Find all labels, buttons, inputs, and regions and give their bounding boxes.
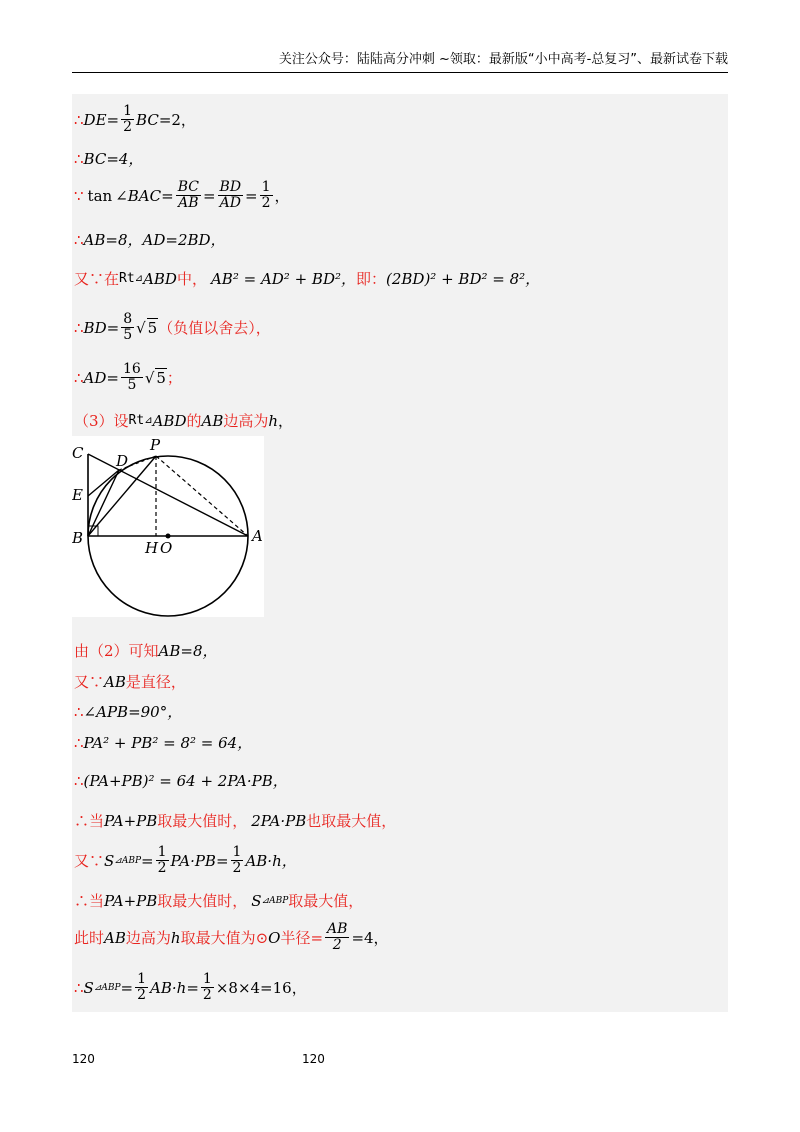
line-pythagoras: 又∵在 Rt ⊿ ABD 中， AB² = AD² + BD²， 即： (2BD)² + BD² = 8²，	[74, 269, 541, 288]
label-b: B	[72, 529, 84, 547]
page-header	[72, 50, 728, 73]
label-o: O	[160, 539, 173, 557]
fraction: $\frac{BD}{AD}$	[219, 179, 242, 211]
fraction: $\frac{1}{2}$	[123, 103, 133, 135]
line-max2: ∴当 PA+PB 取最大值时， S ⊿ABP 取最大值，	[74, 891, 364, 910]
fraction: $\frac{BC}{AB}$	[177, 179, 199, 211]
line-area: 又∵ S ⊿ABP = $\frac{1}{2}$ PA·PB= $\frac{1}{2}$ AB·h，	[74, 844, 297, 876]
page-number-left: 120	[72, 1052, 95, 1066]
header-text: 关注公众号：陆陆高分冲刺 ~领取：最新版“小中高考-总复习”、最新试卷下载	[278, 52, 728, 67]
line-part3: （3）设 Rt ⊿ ABD 的 AB 边高为 h ，	[74, 411, 294, 430]
segment-ed	[88, 470, 119, 496]
page-number-center: 120	[302, 1052, 325, 1066]
line-ad: ∴ AD = $\frac{16}{5}$ √ 5 ；	[74, 361, 182, 393]
circle-diagram	[72, 436, 264, 617]
label-h: H	[145, 539, 159, 557]
line-square: ∴ (PA+PB)² = 64 + 2PA·PB，	[74, 771, 288, 790]
fraction: $\frac{1}{2}$	[157, 844, 167, 876]
label-d: D	[116, 452, 129, 470]
line-diameter: 又∵ AB 是直径，	[74, 672, 186, 691]
line-ab-ad: ∴ AB=8，AD=2BD，	[74, 230, 226, 249]
label-a: A	[252, 527, 263, 545]
line-from2: 由（2）可知 AB=8，	[74, 642, 218, 660]
geometry-figure	[72, 436, 264, 617]
center-dot	[166, 534, 171, 539]
fraction: $\frac{1}{2}$	[137, 971, 147, 1003]
fraction: $\frac{AB}{2}$	[327, 921, 348, 953]
fraction: $\frac{1}{2}$	[202, 971, 212, 1003]
line-pa-pb: ∴ PA² + PB² = 8² = 64，	[74, 733, 253, 752]
line-final-area: ∴ S ⊿ABP = $\frac{1}{2}$ AB·h= $\frac{1}{2}$ ×8×4=16，	[74, 971, 307, 1003]
line-de: ∴ DE = $\frac{1}{2}$ BC =2，	[74, 103, 196, 135]
label-c: C	[72, 444, 84, 462]
line-max1: ∴当 PA+PB 取最大值时， 2PA·PB 也取最大值，	[74, 811, 397, 830]
line-bc: ∴ BC=4，	[74, 149, 144, 168]
fraction: $\frac{8}{5}$	[123, 311, 133, 343]
label-p: P	[150, 436, 161, 454]
fraction: $\frac{16}{5}$	[122, 361, 141, 393]
line-tan: ∵ tan ∠ BAC = $\frac{BC}{AB}$ = $\frac{BD}{AD}$ = $\frac{1}{2}$ ，	[74, 179, 290, 211]
fraction: $\frac{1}{2}$	[232, 844, 242, 876]
fraction: $\frac{1}{2}$	[261, 179, 271, 211]
line-height-max: 此时 AB 边高为 h 取最大值为⊙ O 半径= $\frac{AB}{2}$ =4，	[74, 921, 389, 953]
label-e: E	[72, 486, 83, 504]
line-bd: ∴ BD = $\frac{8}{5}$ √ 5 （负值以舍去），	[74, 311, 271, 343]
line-angle: ∴ ∠APB=90°，	[74, 702, 183, 721]
